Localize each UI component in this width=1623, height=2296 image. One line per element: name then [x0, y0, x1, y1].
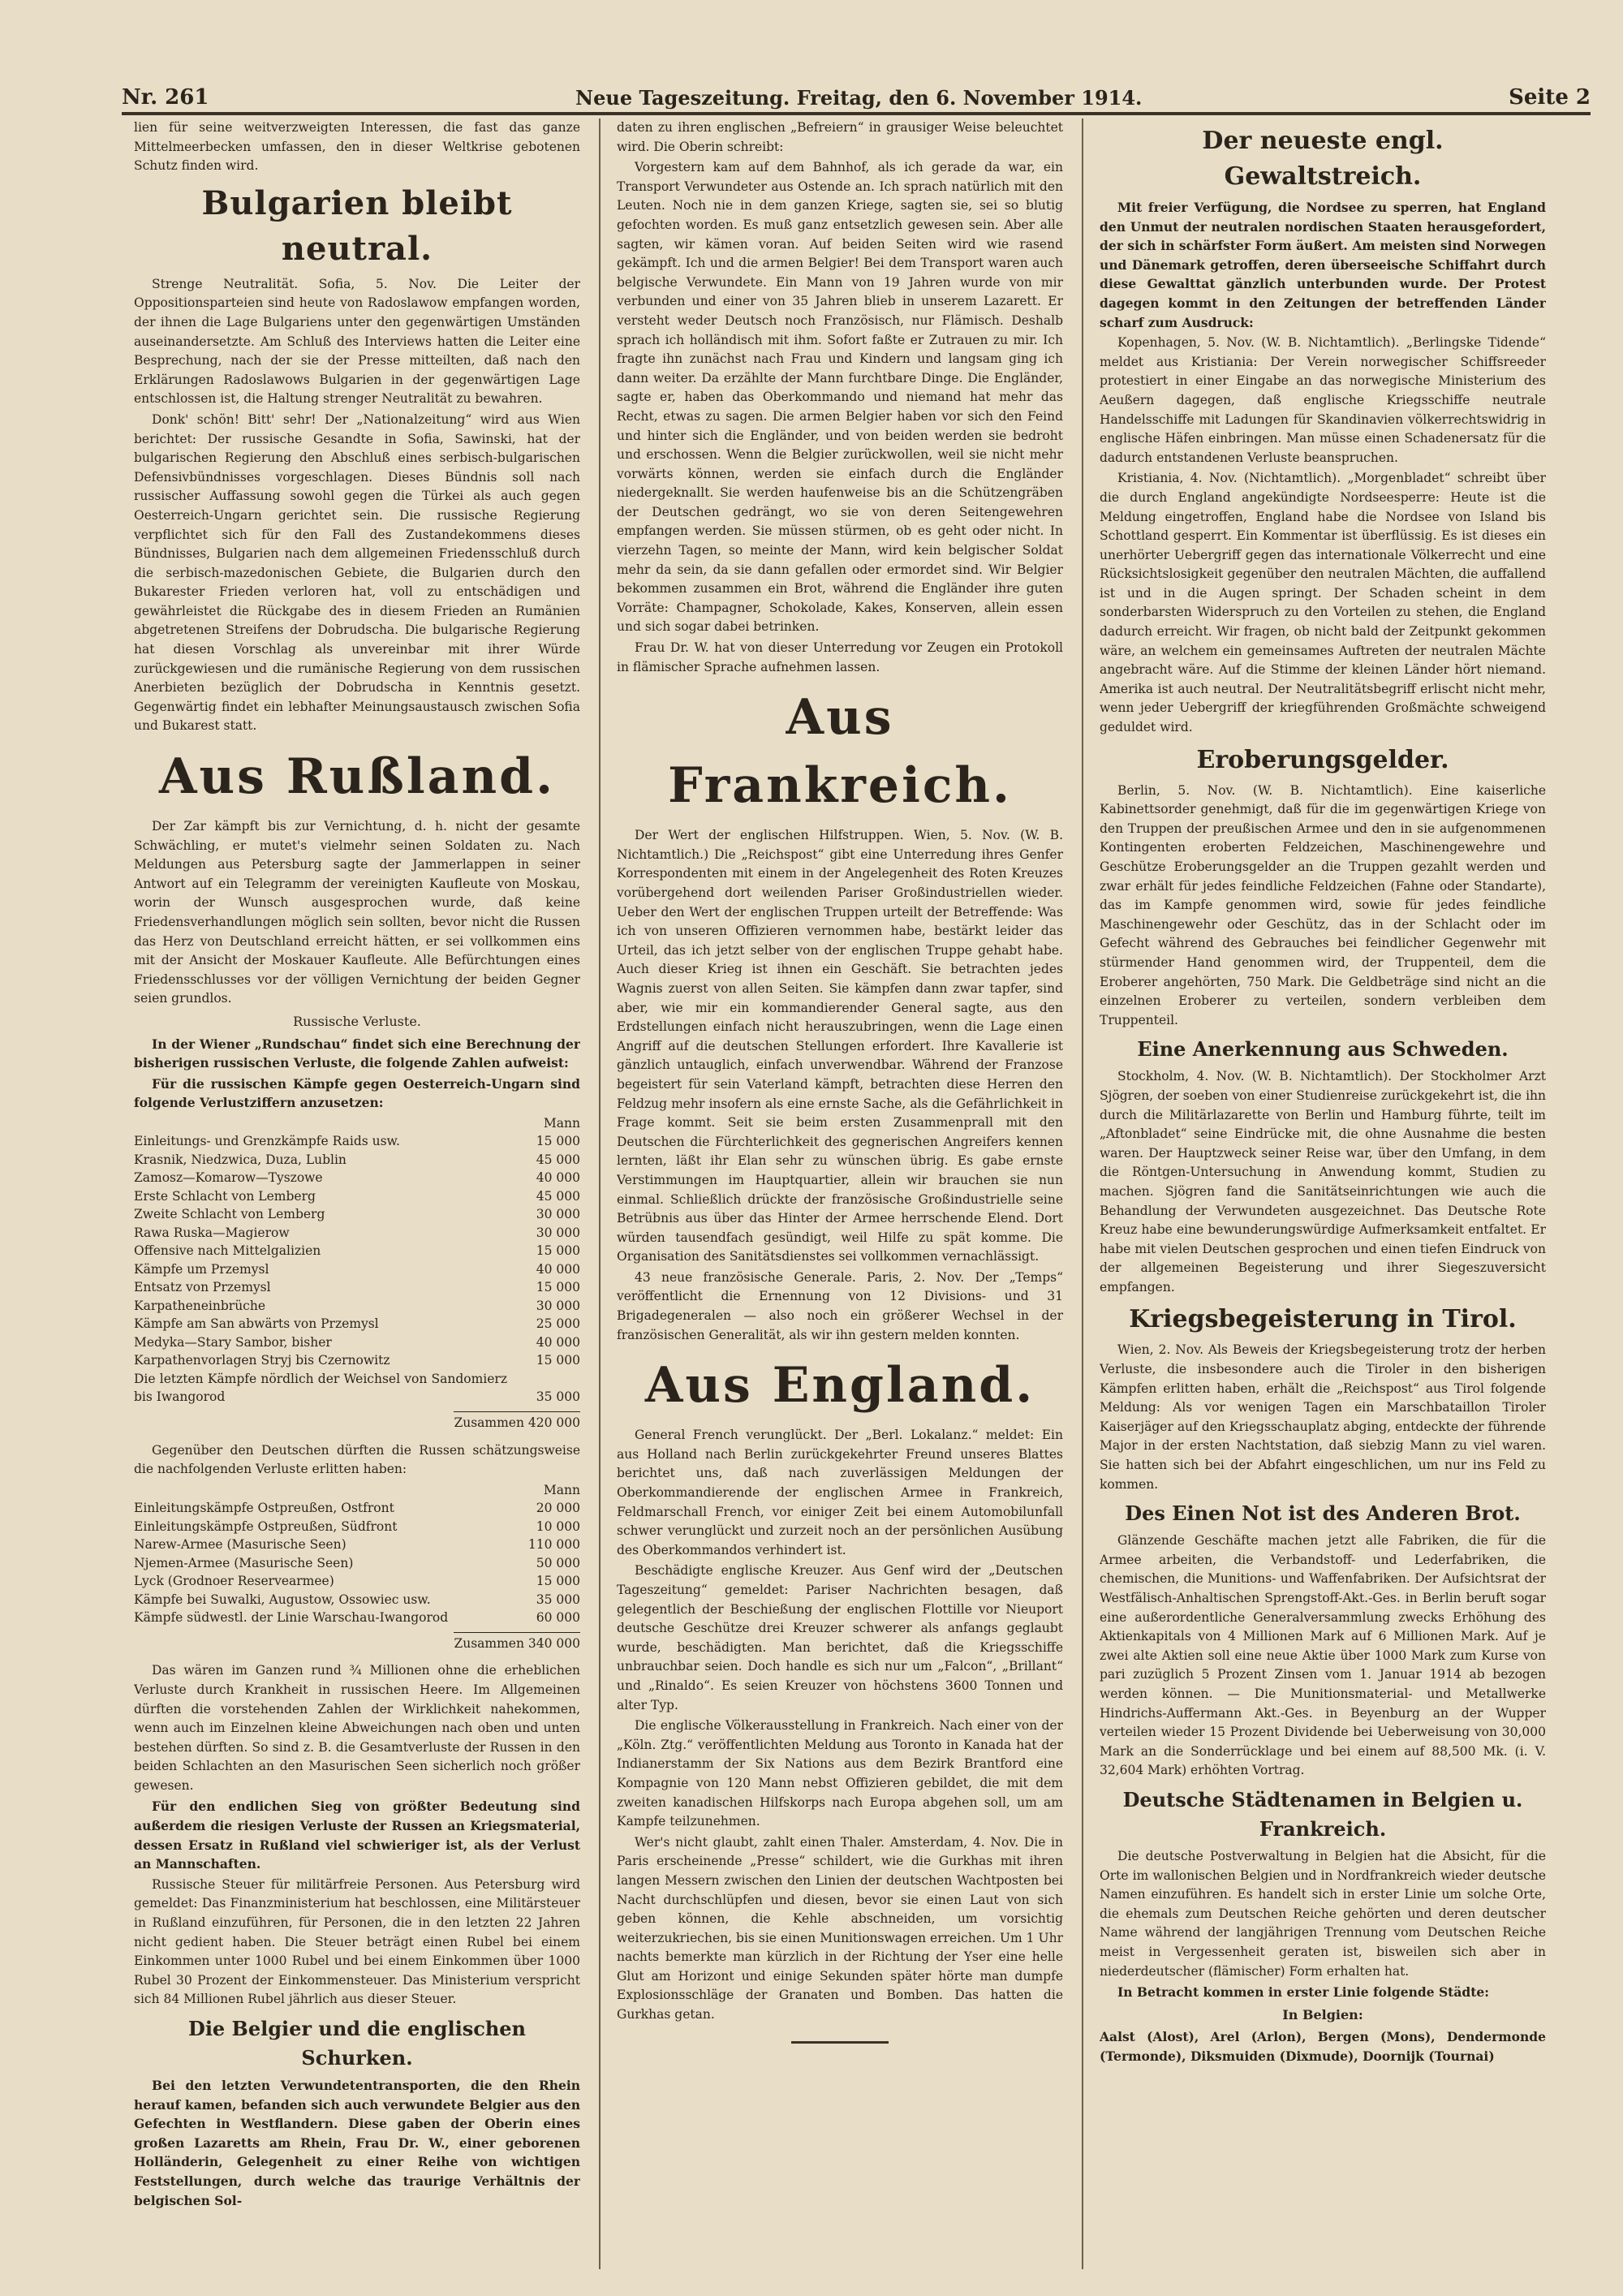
paragraph: Frau Dr. W. hat von dieser Unterredung vor Zeugen ein Protokoll in flämischer Sprache aufnehmen lassen.: [617, 640, 1063, 674]
table-row: Njemen-Armee (Masurische Seen) 50 000: [134, 1555, 580, 1570]
table-row: Die letzten Kämpfe nördlich der Weichsel von Sandomierz bis Iwangorod 35 000: [134, 1371, 580, 1405]
column-divider: [1082, 118, 1083, 2269]
table-row: Narew-Armee (Masurische Seen) 110 000: [134, 1537, 580, 1553]
table-row: Zweite Schlacht von Lemberg 30 000: [134, 1207, 580, 1222]
column-divider: [599, 118, 601, 2269]
page-header: [122, 81, 1591, 114]
headline-eroberungsgelder: Eroberungsgelder.: [1196, 745, 1449, 774]
headline-bulgarien: Bulgarien bleibt neutral.: [201, 183, 513, 268]
paragraph: Für den endlichen Sieg von größter Bedeutung sind außerdem die riesigen Verluste der Russen an Kriegsmaterial, dessen Ersatz in Rußland viel schwieriger ist, als der Verlust an Mannschaften.: [134, 1798, 580, 1872]
paragraph: Kopenhagen, 5. Nov. (W. B. Nichtamtlich). „Berlingske Tidende“ meldet aus Kristiania: Der Verein norwegischer Schiffsreeder protestiert in einer Eingabe an das norwegische Ministerium des Aeußern dagegen, daß englische Kriegsschiffe neutrale Handelsschiffe mit Ladungen für Skandinavien völkerrechtswidrig in englische Häfen einbringen. Man müsse einen Schadenersatz für die dadurch entstandenen Verluste beanspruchen.: [1100, 335, 1546, 465]
paragraph: General French verunglückt. Der „Berl. Lokalanz.“ meldet: Ein aus Holland nach Berlin zurückgekehrter Freund unseres Blattes berichtet uns, daß nach zuverlässigen Meldungen der Oberkommandierende der englischen Armee in Frankreich, Feldmarschall French, vor einiger Zeit bei einem Automobilunfall schwer verunglückt und zurzeit noch an der persönlichen Ausübung des Oberkommandos verhindert ist.: [617, 1428, 1063, 1557]
paragraph: Mit freier Verfügung, die Nordsee zu sperren, hat England den Unmut der neutralen nordischen Staaten herausgefordert, der sich in schärfster Form äußert. Am meisten sind Norwegen und Dänemark getroffen, deren überseeische Schiffahrt durch diese Gewalttat gänzlich unterbunden wurde. Der Protest dagegen kommt in den Zeitungen der betreffenden Länder scharf zum Ausdruck:: [1100, 200, 1546, 330]
paragraph: Für die russischen Kämpfe gegen Oesterreich-Ungarn sind folgende Verlustziffern anzusetzen:: [134, 1075, 580, 1111]
table-row: Offensive nach Mittelgalizien 15 000: [134, 1243, 580, 1259]
losses-table-germany: [134, 1481, 580, 1627]
paragraph: Bei den letzten Verwundetentransporten, die den Rhein herauf kamen, befanden sich auch verwundete Belgier aus den Gefechten in Westflandern. Diese gaben der Oberin eines großen Lazaretts am Rhein, Frau Dr. W., einer geborenen Holländerin, Gelegenheit zu einer Reihe von wichtigen Feststellungen, durch welche das traurige Verhältnis der belgischen Sol-: [134, 2078, 580, 2208]
paragraph: Die englische Völkerausstellung in Frankreich. Nach einer von der „Köln. Ztg.“ veröffentlichten Meldung aus Toronto in Kanada hat der Indianerstamm der Six Nations aus dem Bezirk Brantford eine Kompagnie von 120 Mann nebst Offizieren gebildet, die mit dem zweiten kanadischen Hilfskorps nach Europa abgehen soll, um am Kampfe teilzunehmen.: [617, 1718, 1063, 1829]
paragraph: Der Wert der englischen Hilfstruppen. Wien, 5. Nov. (W. B. Nichtamtlich.) Die „Reichspost“ gibt eine Unterredung ihres Genfer Korrespondenten mit einem in der Angelegenheit des Roten Kreuzes vorübergehend dort weilenden Pariser Großindustriellen wieder. Ueber den Wert der englischen Truppen urteilt der Betreffende: Was ich von unseren Offizieren vernommen habe, bestärkt leider das Urteil, das ich jetzt selber von der englischen Truppe gehabt habe. Auch dieser Krieg ist ihnen ein Geschäft. Sie betrachten jedes Wagnis zuerst von allen Seiten. Sie kämpfen dann zwar tapfer, sind aber, wie mir ein kommandierender General sagte, aus den Erdstellungen einfach nicht herauszubringen, wenn die Lage einen Angriff auf die deutschen Stellungen erfordert. Ihre Kavallerie ist gänzlich untauglich, einfach unverwendbar. Während der Franzose begeistert für sein Vaterland kämpft, betrachten diese Herren den Feldzug mehr insofern als eine ernste Sache, als die Gefährlichkeit in Frage kommt. Seit sie beim ersten Zusammenprall mit den Deutschen die Fürchterlichkeit des gegnerischen Angreifers kennen lernten, läßt ihr Elan sehr zu wünschen übrig. Es gabe ernste Verstimmungen im Hauptquartier, allein wir brauchen sie nun einmal. Schließlich drückte der französische Großindustrielle seine Betrübnis aus über das Hinter der Armee herrschende Elend. Dort würden tausendfach gesündigt, weil Hilfe zu spät komme. Die Organisation des Sanitätsdienstes sei vollkommen vernachlässigt.: [617, 828, 1063, 1264]
masthead-line: Neue Tageszeitung. Freitag, den 6. November 1914.: [575, 85, 1143, 110]
paragraph: Beschädigte englische Kreuzer. Aus Genf wird der „Deutschen Tageszeitung“ gemeldet: Pariser Nachrichten besagen, daß gelegentlich der Beschießung der englischen Flottille vor Nieuport deutsche Geschütze drei Kreuzer schwerer als anfangs geglaubt wurde, beschädigten. Man berichtet, daß die Kriegsschiffe unbrauchbar seien. Doch handle es sich nur um „Falcon“, „Brillant“ und „Rinaldo“. Es seien Kreuzer von höchstens 3600 Tonnen und alter Typ.: [617, 1563, 1063, 1712]
table-row: Einleitungskämpfe Ostpreußen, Ostfront 20 000: [134, 1501, 580, 1516]
headline-brot: Des Einen Not ist des Anderen Brot.: [1125, 1501, 1521, 1526]
paragraph: In Betracht kommen in erster Linie folgende Städte:: [1117, 1984, 1489, 2001]
column-1: [134, 118, 580, 2277]
headline-russland: Aus Rußland.: [158, 748, 556, 806]
paragraph: Der Zar kämpft bis zur Vernichtung, d. h. nicht der gesamte Schwächling, er mutet's vielmehr seinen Soldaten zu. Nach Meldungen aus Petersburg sagte der Jammerlappen in seiner Antwort auf ein Telegramm der vereinigten Kaufleute von Moskau, worin der Wunsch ausgesprochen wurde, daß keine Friedensverhandlungen möglich sein sollten, bevor nicht die Russen das Herz von Deutschland erreicht hätten, er sei vollkommen eins mit der Ansicht der Moskauer Kaufleute. Alle Befürchtungen eines Friedensschlusses vor der völligen Vernichtung der beiden Gegner seien grundlos.: [134, 819, 580, 1006]
headline-england: Aus England.: [644, 1357, 1035, 1415]
column-2: [617, 118, 1063, 2277]
end-rule: [791, 2041, 889, 2044]
table-row: Lyck (Grodnoer Reservearmee) 15 000: [134, 1574, 580, 1589]
table-row: Kämpfe um Przemysl 40 000: [134, 1261, 580, 1277]
issue-number: Nr. 261: [122, 85, 209, 110]
paragraph: Russische Steuer für militärfreie Personen. Aus Petersburg wird gemeldet: Das Finanzministerium hat beschlossen, eine Militärsteuer in Rußland einzuführen, für Personen, die in den letzten 22 Jahren nicht gedient haben. Die Steuer beträgt einen Rubel bei einem Einkommen unter 1000 Rubel und bei einem Einkommen über 1000 Rubel 30 Prozent der Einkommensteuer. Das Ministerium verspricht sich 84 Millionen Rubel jährlich aus dieser Steuer.: [134, 1876, 580, 2007]
paragraph: Wer's nicht glaubt, zahlt einen Thaler. Amsterdam, 4. Nov. Die in Paris erscheinende „Presse“ schildert, wie die Gurkhas mit ihren langen Messern zwischen den Linien der deutschen Wachtposten bei Nacht durchschlüpfen und diesen, bevor sie einen Laut von sich geben können, die Kehle abschneiden, um vorsichtig weiterzukriechen, bis sie einen Munitionswagen erreichen. Um 1 Uhr nachts bemerkte man kürzlich in der Richtung der Yser eine helle Glut am Horizont und einige Sekunden später hörte man dumpfe Explosionsschläge der Granaten und Bomben. Das hatten die Gurkhas getan.: [617, 1834, 1063, 2022]
paragraph: Berlin, 5. Nov. (W. B. Nichtamtlich). Eine kaiserliche Kabinettsorder genehmigt, daß für die im gegenwärtigen Kriege von den Truppen der preußischen Armee und den in sie aufgenommenen Kontingenten eroberten Feldzeichen, Maschinengewehre und Geschütze Eroberungsgelder an die Truppen gezahlt werden und zwar erhält für jedes feindliche Feldzeichen (Fahne oder Standarte), das im Kampfe genommen wird, sowie für jedes feindliche Maschinengewehr oder Geschütz, das in der Schlacht oder im Gefecht während des Gebrauches bei feindlicher Gegenwehr mit stürmender Hand genommen wird, der Truppenteil, dem die Eroberer angehörten, 750 Mark. Die Geldbeträge sind nicht an die einzelnen Eroberer zu verteilen, sondern verbleiben dem Truppenteil.: [1100, 782, 1546, 1027]
paragraph: daten zu ihren englischen „Befreiern“ in grausiger Weise beleuchtet wird. Die Oberin schreibt:: [617, 120, 1063, 154]
paragraph: Wien, 2. Nov. Als Beweis der Kriegsbegeisterung trotz der herben Verluste, die insbesondere auch die Tiroler in den bisherigen Kämpfen erlitten haben, erhält die „Reichspost“ aus Tirol folgende Meldung: Als vor wenigen Tagen ein Marschbataillon Tiroler Kaiserjäger auf den Kriegsschauplatz abging, entdeckte der führende Major in der ersten Nachtstation, daß siebzig Mann zu viel waren. Sie hatten sich bei der Abfahrt eingeschlichen, um nur ins Feld zu kommen.: [1100, 1342, 1546, 1492]
table-row: Einleitungskämpfe Ostpreußen, Südfront 10 000: [134, 1518, 580, 1534]
headline-tirol: Kriegsbegeisterung in Tirol.: [1129, 1305, 1517, 1334]
paragraph: Strenge Neutralität. Sofia, 5. Nov. Die Leiter der Oppositionsparteien sind heute von Radoslawow empfangen worden, der ihnen die Lage Bulgariens unter den gegenwärtigen Umständen auseinandersetzte. Am Schluß des Interviews hatten die Leiter eine Besprechung, nach der sie der Presse mitteilten, daß nach den Erklärungen Radoslawows Bulgarien in der gegenwärtigen Lage entschlossen ist, die Haltung strenger Neutralität zu bewahren.: [134, 276, 580, 407]
paragraph: Die deutsche Postverwaltung in Belgien hat die Absicht, für die Orte im wallonischen Belgien und in Nordfrankreich wieder deutsche Namen einzuführen. Es handelt sich in erster Linie um solche Orte, die ehemals zum Deutschen Reiche gehörten und deren deutscher Name während der langjährigen Trennung vom Deutschen Reiche meist in Vergessenheit geraten ist, bisweilen sich aber in niederdeutscher (flämischer) Form erhalten hat.: [1100, 1848, 1546, 1979]
unit-label: Mann: [543, 1482, 580, 1497]
paragraph: Kristiania, 4. Nov. (Nichtamtlich). „Morgenbladet“ schreibt über die durch England angekündigte Nordseesperre: Heute ist die Meldung eingetroffen, England habe die Nordsee von Island bis Schottland gesperrt. Ein Kommentar ist überflüssig. Es ist dieses ein unerhörter Uebergriff gegen das internationale Völkerrecht und eine Rücksichtslosigkeit gegenüber den neutralen Mächten, die auffallend ist und in die Augen springt. Der Schaden scheint in dem sonderbarsten Widerspruch zu den Vorteilen zu stehen, die England dadurch erreicht. Wir fragen, ob nicht bald der Zeitpunkt gekommen wäre, an welchem ein gemeinsames Auftreten der neutralen Mächte angebracht wäre. Auf die Stimme der kleinen Länder hört niemand. Amerika ist auch neutral. Der Neutralitätsbegriff erlischt nicht mehr, wenn jeder Uebergriff der kriegführenden Großmächte schweigend geduldet wird.: [1100, 471, 1546, 735]
headline-staedtenamen: Deutsche Städtenamen in Belgien u. Frankreich.: [1122, 1787, 1523, 1841]
table-row: Kämpfe am San abwärts von Przemysl 25 000: [134, 1316, 580, 1332]
headline-schweden: Eine Anerkennung aus Schweden.: [1137, 1037, 1509, 1062]
paragraph: Donk' schön! Bitt' sehr! Der „Nationalzeitung“ wird aus Wien berichtet: Der russische Gesandte in Sofia, Sawinski, hat der bulgarischen Regierung den Abschluß eines serbisch-bulgarischen Defensivbündnisses vorgeschlagen. Dieses Bündnis soll nach russischer Auffassung sowohl gegen die Türkei als auch gegen Oesterreich-Ungarn gerichtet sein. Die russische Regierung verpflichtet sich für den Fall des Zustandekommens dieses Bündnisses, Bulgarien nach dem allgemeinen Friedensschluß durch die serbisch-mazedonischen Gebiete, die Bulgarien durch den Bukarester Frieden verloren hat, voll zu entschädigen und gewährleistet die Rückgabe des in diesem Frieden an Rumänien abgetretenen Streifens der Dobrudscha. Die bulgarische Regierung hat diesen Vorschlag als unvereinbar mit ihrer Würde zurückgewiesen und die rumänische Regierung von dem russischen Anerbieten bezüglich der Dobrudscha in Kenntnis gesetzt. Gegenwärtig findet ein lebhafter Meinungsaustausch zwischen Sofia und Bukarest statt.: [134, 411, 580, 734]
column-3: [1100, 118, 1546, 2277]
paragraph: 43 neue französische Generale. Paris, 2. Nov. Der „Temps“ veröffentlicht die Ernennung von 12 Divisions- und 31 Brigadegeneralen — also noch ein größerer Wechsel in der französischen Generalität, als wir ihn gestern melden konnten.: [617, 1269, 1063, 1342]
losses-table-austria: [134, 1114, 580, 1406]
paragraph: Das wären im Ganzen rund ¾ Millionen ohne die erheblichen Verluste durch Krankheit in russischen Heere. Im Allgemeinen dürften die vorstehenden Zahlen der Wirklichkeit nahekommen, wenn auch im Einzelnen kleine Abweichungen nach oben und unten bestehen dürften. So sind z. B. die Gesamtverluste der Russen in den beiden Schlachten an den Masurischen Seen sicherlich noch größer gewesen.: [134, 1663, 580, 1793]
headline-gewaltstreich: Der neueste engl. Gewaltstreich.: [1202, 127, 1444, 191]
place-list: Aalst (Alost), Arel (Arlon), Bergen (Mons), Dendermonde (Termonde), Diksmuiden (Dixmude), Doornijk (Tournai): [1100, 2029, 1546, 2064]
subheading: Russische Verluste.: [293, 1013, 421, 1029]
table-row: Krasnik, Niedzwica, Duza, Lublin 45 000: [134, 1152, 580, 1167]
table-row: Rawa Ruska—Magierow 30 000: [134, 1225, 580, 1240]
table-row: Erste Schlacht von Lemberg 45 000: [134, 1188, 580, 1204]
headline-belgier: Die Belgier und die englischen Schurken.: [188, 2017, 526, 2070]
paragraph: lien für seine weitverzweigten Interessen, die fast das ganze Mittelmeerbecken umfassen, den in dieser Weltkrise gebotenen Schutz finden wird.: [134, 120, 580, 174]
headline-frankreich: Aus Frankreich.: [668, 689, 1012, 815]
page-number: Seite 2: [1509, 85, 1591, 110]
paragraph: Glänzende Geschäfte machen jetzt alle Fabriken, die für die Armee arbeiten, die Verbandstoff- und Lederfabriken, die chemischen, die Munitions- und Waffenfabriken. Der Aufsichtsrat der Westfälisch-Anhaltischen Sprengstoff-Akt.-Ges. in Berlin beruft sogar eine außerordentliche Generalversammlung zwecks Erhöhung des Aktienkapitals von 4 Millionen Mark auf 6 Millionen Mark. Auf je zwei alte Aktien soll eine neue Aktie über 1000 Mark zum Kurse von pari zuzüglich 5 Prozent Zinsen vom 1. Januar 1914 ab bezogen werden können. — Die Munitionsmaterial- und Metallwerke Hindrichs-Auffermann Akt.-Ges. in Beyenburg an der Wupper verteilen wieder 15 Prozent Dividende bei Ueberweisung von 30,000 Mark an die Sonderrücklage und bei einem auf 88,500 Mk. (i. V. 32,604 Mark) erhöhten Vortrag.: [1100, 1533, 1546, 1778]
table-total: Zusammen 420 000: [134, 1411, 580, 1433]
table-row: Karpathenvorlagen Stryj bis Czernowitz 15 000: [134, 1353, 580, 1368]
table-row: Entsatz von Przemysl 15 000: [134, 1280, 580, 1295]
table-row: Karpatheneinbrüche 30 000: [134, 1298, 580, 1313]
subheading: In Belgien:: [1282, 2006, 1363, 2022]
table-row: Zamosz—Komarow—Tyszowe 40 000: [134, 1170, 580, 1186]
table-total: Zusammen 340 000: [134, 1632, 580, 1654]
paragraph: Stockholm, 4. Nov. (W. B. Nichtamtlich). Der Stockholmer Arzt Sjögren, der soeben von einer Studienreise zurückgekehrt ist, die ihn durch die Militärlazarette von Berlin und Hamburg führte, teilt im „Aftonbladet“ seine Eindrücke mit, die ohne Ausnahme die besten waren. Der Hauptzweck seiner Reise war, über den Umfang, in dem die Röntgen-Untersuchung in Anwendung kommt, Studien zu machen. Sjögren fand die Sanitätseinrichtungen wie auch die Behandlung der Verwundeten ausgezeichnet. Das Deutsche Rote Kreuz habe eine bewunderungswürdige Aufmerksamkeit entfaltet. Er habe mit vielen Deutschen gesprochen und einen tiefen Eindruck von der allgemeinen Begeisterung und ihrer Siegeszuversicht empfangen.: [1100, 1069, 1546, 1294]
unit-label: Mann: [543, 1115, 580, 1131]
header-rule: [122, 112, 1591, 115]
paragraph: Vorgestern kam auf dem Bahnhof, als ich gerade da war, ein Transport Verwundeter aus Ostende an. Ich sprach natürlich mit den Leuten. Noch nie in dem ganzen Kriege, sagten sie, sei so blutig gefochten worden. Es muß ganz entsetzlich gewesen sein. Aber alle sagten, wir kämen voran. Auf beiden Seiten wird wie rasend gekämpft. Ich und die armen Belgier! Bei dem Transport waren auch belgische Verwundete. Ein Mann von 19 Jahren wurde von mir verbunden und einer von 35 Jahren blieb in unserem Lazarett. Er versteht weder Deutsch noch Französisch, nur Flämisch. Deshalb sprach ich holländisch mit ihm. Sofort faßte er Zutrauen zu mir. Ich fragte ihn zunächst nach Frau und Kindern und langsam ging ich dann weiter. Da erzählte der Mann furchtbare Dinge. Die Engländer, sagte er, haben das Oberkommando und niemand hat mehr das Recht, etwas zu sagen. Die armen Belgier haben vor sich den Feind und hinter sich die Engländer, und von beiden werden sie bedroht und erschossen. Wenn die Belgier zurückwollen, weil sie nicht mehr vorwärts können, werden sie einfach durch die Engländer niedergeknallt. Sie werden haufenweise bis an die Schützengräben der Deutschen gedrängt, wo sie von deren Seitengewehren empfangen werden. Sie müssen stürmen, ob es geht oder nicht. In vierzehn Tagen, so meinte der Mann, wird kein belgischer Soldat mehr da sein, da sie dann gefallen oder ermordet sind. Wir Belgier bekommen zusammen ein Brot, während die Engländer ihre guten Vorräte: Champagner, Schokolade, Kakes, Konserven, allein essen und sich sogar dabei betrinken.: [617, 160, 1063, 635]
table-row: Kämpfe bei Suwalki, Augustow, Ossowiec usw. 35 000: [134, 1592, 580, 1607]
table-row: Kämpfe südwestl. der Linie Warschau-Iwangorod 60 000: [134, 1610, 580, 1626]
paragraph: In der Wiener „Rundschau“ findet sich eine Berechnung der bisherigen russischen Verluste, die folgende Zahlen aufweist:: [134, 1036, 580, 1071]
paragraph: Gegenüber den Deutschen dürften die Russen schätzungsweise die nachfolgenden Verluste erlitten haben:: [134, 1442, 580, 1477]
table-row: Einleitungs- und Grenzkämpfe Raids usw. 15 000: [134, 1134, 580, 1149]
table-row: Medyka—Stary Sambor, bisher 40 000: [134, 1334, 580, 1350]
